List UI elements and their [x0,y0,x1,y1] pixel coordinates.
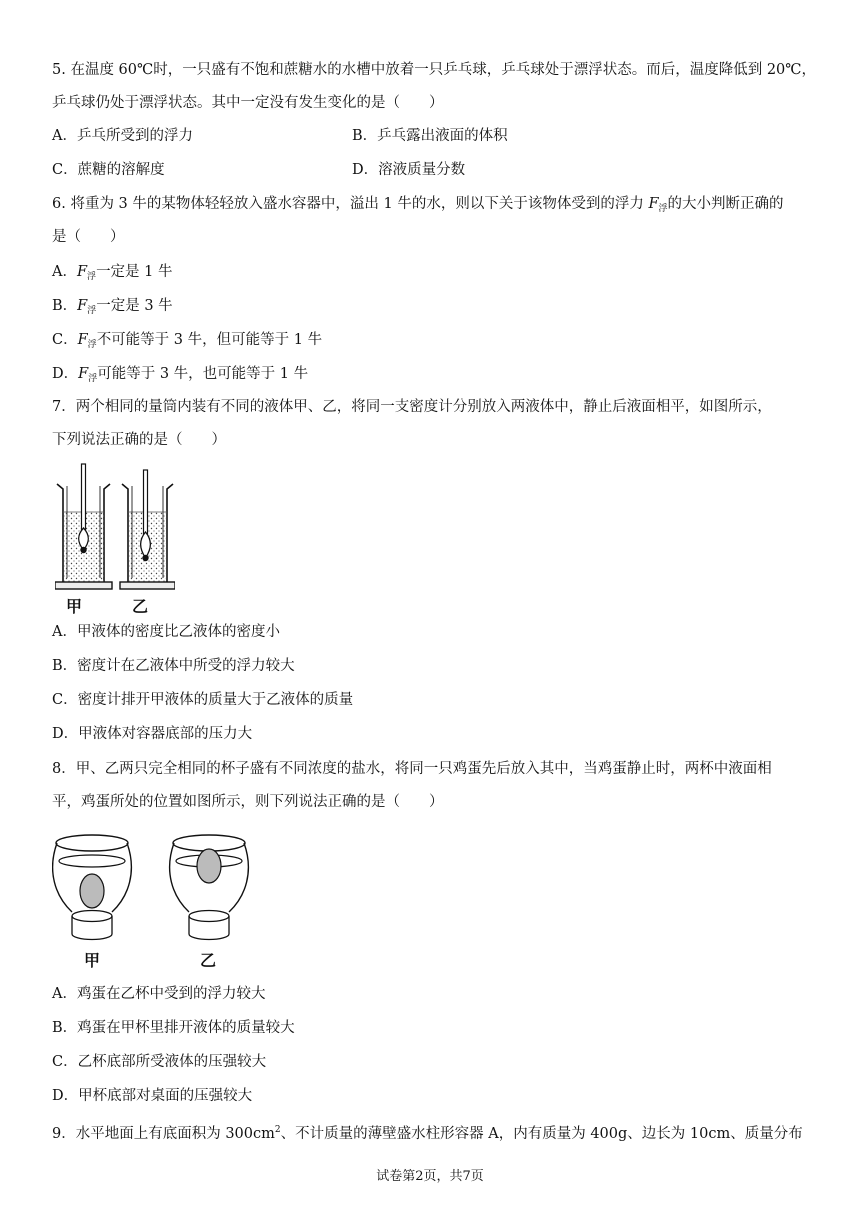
egg-cups-figure [52,826,252,946]
q9-stem-sup: 2 [274,1125,281,1135]
q6-option-d-text: 可能等于 3 牛，也可能等于 1 牛 [97,366,309,382]
q6-option-d-f: F [78,366,89,382]
q6-option-b-sub: 浮 [87,306,97,316]
q5-stem-line1: 5. 在温度 60℃时，一只盛有不饱和蔗糖水的水槽中放着一只乒乓球，乒乓球处于漂浮状态。而后，温度降低到 20℃， [52,62,816,78]
q6-option-a-f: F [76,264,88,280]
q5-option-b: B．乒乓露出液面的体积 [352,128,508,144]
q8-stem-line2: 平，鸡蛋所处的位置如图所示，则下列说法正确的是（ ） [52,794,444,810]
q6-option-a-sub: 浮 [87,272,97,282]
q6-option-d-sub: 浮 [88,374,98,384]
q6-option-c-f: F [77,332,88,348]
q6-stem-post: 的大小判断正确的 [667,196,784,212]
q8-stem-line1: 8．甲、乙两只完全相同的杯子盛有不同浓度的盐水，将同一只鸡蛋先后放入其中，当鸡蛋静止时，两杯中液面相 [52,761,772,777]
q6-option-c-sub: 浮 [87,340,97,350]
q8-figure-label-yi: 乙 [200,951,217,970]
hydrometer-figure [55,462,175,612]
q7-figure-label-yi: 乙 [132,597,149,616]
q8-option-d: D．甲杯底部对桌面的压强较大 [52,1088,253,1104]
q6-stem-line1 [52,194,784,219]
q5-stem-line2: 乒乓球仍处于漂浮状态。其中一定没有发生变化的是（ ） [52,95,444,111]
q9-stem-pre: 9．水平地面上有底面积为 300cm [52,1125,275,1142]
q5-option-a: A．乒乓所受到的浮力 [52,128,193,144]
q6-option-a-prefix: A． [52,264,77,280]
q6-stem-pre: 6. 将重为 3 牛的某物体轻轻放入盛水容器中，溢出 1 牛的水，则以下关于该物体受到的浮力 [52,196,644,212]
q6-option-a [52,262,173,287]
q6-option-a-text: 一定是 1 牛 [96,264,173,280]
q6-option-c-text: 不可能等于 3 牛，但可能等于 1 牛 [96,332,323,348]
cup-yi [170,835,249,940]
q7-option-d: D．甲液体对容器底部的压力大 [52,726,253,742]
q6-option-c [52,330,322,355]
q6-option-d [52,364,308,389]
q5-option-d: D．溶液质量分数 [352,162,466,178]
q7-option-b: B．密度计在乙液体中所受的浮力较大 [52,658,295,674]
q7-option-a: A．甲液体的密度比乙液体的密度小 [52,624,280,640]
q6-f-symbol: F [648,196,659,212]
page-footer: 试卷第2页，共7页 [376,1169,484,1184]
q8-option-a: A．鸡蛋在乙杯中受到的浮力较大 [52,986,266,1002]
q7-stem-line1: 7．两个相同的量筒内装有不同的液体甲、乙，将同一支密度计分别放入两液体中，静止后液面相平，如图所示， [52,399,772,415]
cup-jia [53,835,132,940]
q5-option-c: C．蔗糖的溶解度 [52,162,165,178]
q8-figure-label-jia: 甲 [84,951,101,970]
q6-option-d-prefix: D． [52,366,79,382]
q9-stem-post: 、不计质量的薄壁盛水柱形容器 A，内有质量为 400g、边长为 10cm、质量分布 [280,1125,803,1142]
q7-option-c: C．密度计排开甲液体的质量大于乙液体的质量 [52,692,354,708]
q8-option-c: C．乙杯底部所受液体的压强较大 [52,1054,267,1070]
q6-option-b-prefix: B． [52,298,78,314]
hydrometer-jia [79,464,89,553]
q9-stem-line1 [52,1120,803,1144]
q6-stem-line2: 是（ ） [52,229,125,245]
q6-option-b-text: 一定是 3 牛 [96,298,173,314]
q6-option-c-prefix: C． [52,332,78,348]
q6-option-b [52,296,173,321]
q7-stem-line2: 下列说法正确的是（ ） [52,432,226,448]
q7-figure-label-jia: 甲 [66,597,83,616]
q8-option-b: B．鸡蛋在甲杯里排开液体的质量较大 [52,1020,295,1036]
q6-f-sub: 浮 [658,204,668,214]
q6-option-b-f: F [77,298,88,314]
